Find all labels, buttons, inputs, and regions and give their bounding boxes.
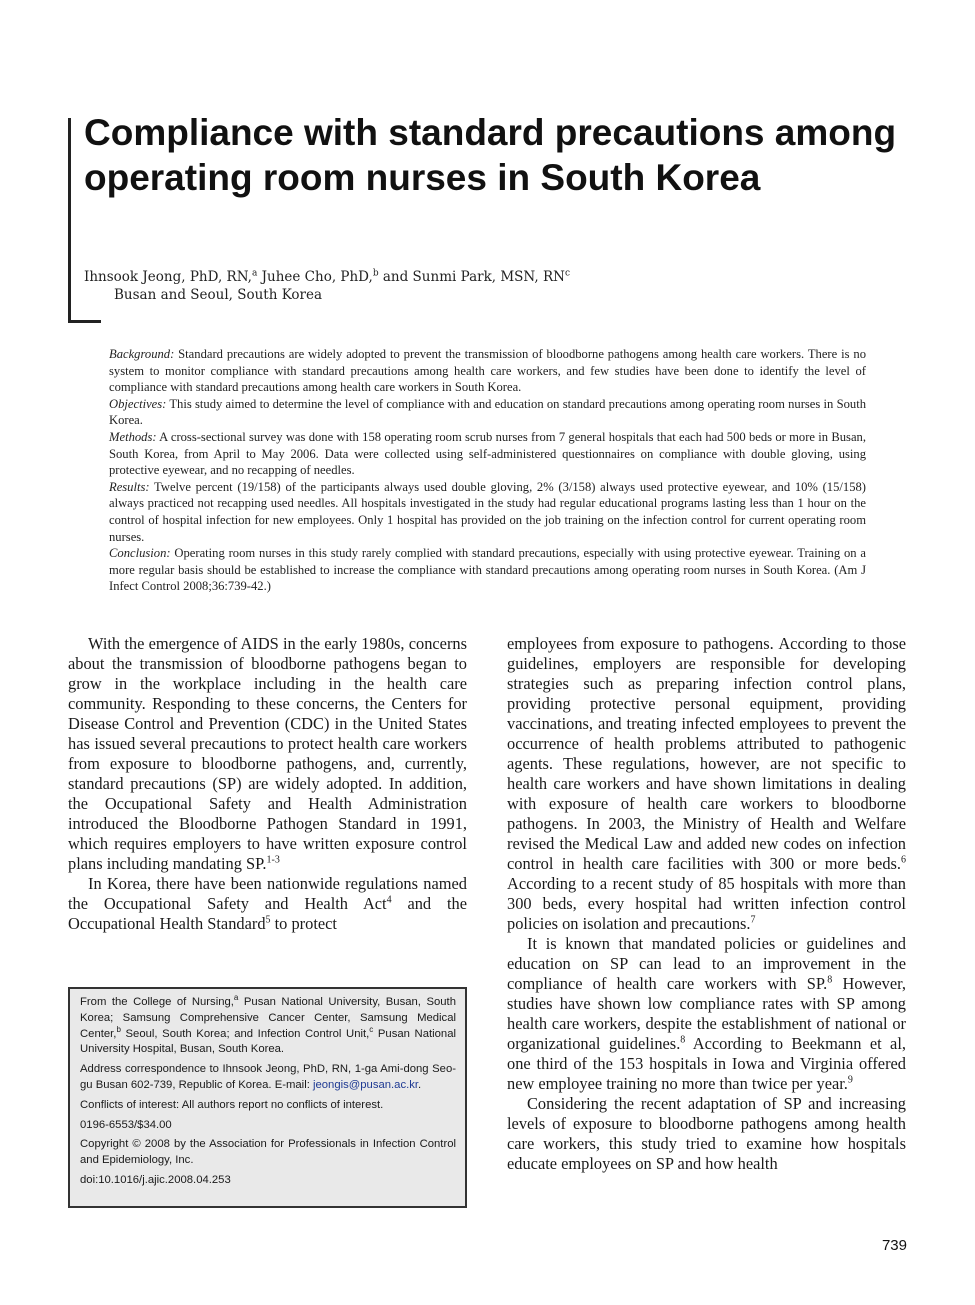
paragraph-text: It is known that mandated policies or guidelines and education on SP can lead to an improvement in the compliance of health care workers with SP. [507, 934, 906, 993]
reference-link[interactable]: 5 [265, 914, 271, 926]
body-paragraph [507, 634, 906, 934]
reference-link[interactable]: 1-3 [266, 854, 280, 866]
paragraph-text: In Korea, there have been nationwide regulations named the Occupational Safety and Health Act [68, 874, 467, 913]
author-affil-sup: b [372, 268, 379, 279]
email-link[interactable]: jeongis@pusan.ac.kr [312, 1078, 419, 1091]
author-name: Ihnsook Jeong, PhD, RN, [84, 269, 252, 285]
abstract-label: Objectives: [109, 396, 167, 411]
footnote-text: . [418, 1078, 422, 1091]
abstract-label: Methods: [109, 429, 157, 444]
article-footnote-box [68, 987, 467, 1208]
body-paragraph: Considering the recent adaptation of SP and increasing levels of exposure to bloodborne pathogens among health care workers, this study tried to examine how hospitals educate employees on SP and how health [507, 1094, 906, 1173]
body-column-right [507, 634, 906, 1174]
footnote-address [80, 1062, 456, 1094]
body-column-left [68, 634, 467, 934]
reference-link[interactable]: 7 [750, 914, 756, 926]
abstract-text: This study aimed to determine the level of compliance with and education on standard precautions among operating room nurses in South Korea. [109, 396, 866, 428]
reference-link[interactable]: 6 [901, 854, 906, 866]
footnote-doi[interactable]: doi:10.1016/j.ajic.2008.04.253 [80, 1173, 231, 1186]
body-paragraph [68, 634, 467, 874]
author-affil-sup: c [564, 268, 570, 279]
paragraph-text: and the Occupational Health Standard [68, 894, 467, 933]
footnote-text: From the College of Nursing, [80, 996, 234, 1008]
footnote-price: 0196-6553/$34.00 [80, 1118, 172, 1131]
abstract-objectives [109, 396, 866, 429]
abstract-label: Background: [109, 347, 175, 361]
reference-link[interactable]: 8 [680, 1034, 686, 1046]
author-name: Juhee Cho, PhD, [257, 269, 373, 285]
reference-link[interactable]: 9 [847, 1074, 853, 1086]
body-paragraph [68, 874, 467, 934]
paragraph-text: According to Beekmann et al, one third of the 153 hospitals in Iowa and Virginia offered new employee training no more than twice per year. [507, 1034, 906, 1093]
footnote-text: Pusan National University, Busan, South Korea; Samsung Comprehensive Cancer Center, Samsung Medical Center, [80, 996, 456, 1040]
abstract-text: A cross-sectional survey was done with 158 operating room scrub nurses from 7 general hospitals that each had 500 beds or more in Busan, South Korea, from April to May 2006. Data were collected using self-administered questionnaires on compliance with double gloving, using protective eyewear, and no recapping of needles. [109, 429, 866, 478]
abstract-label: Results: [109, 479, 150, 494]
abstract-results [109, 479, 866, 545]
reference-link[interactable]: 8 [827, 974, 833, 986]
abstract-background [109, 346, 866, 396]
footnote-text: Address correspondence to Ihnsook Jeong, PhD, RN, 1-ga Ami-dong Seo-gu Busan 602-739, Republic of Korea. E-mail: [80, 1063, 456, 1091]
affil-sup: a [233, 993, 239, 1003]
paragraph-text: to protect [270, 914, 337, 933]
abstract-text: Standard precautions are widely adopted to prevent the transmission of bloodborne pathogens among health care workers. There is no system to monitor compliance with standard precautions among health care workers, and few studies have been done to identify the level of compliance with standard precautions among health care workers in South Korea. [109, 347, 866, 395]
abstract-methods [109, 429, 866, 479]
abstract-text: Operating room nurses in this study rarely complied with standard precautions, especially with using protective eyewear. Training on a more regular basis should be established to increase the compliance with standard precautions among operating room nurses in South Korea. (Am J Infect Control 2008;36:739-42.) [109, 546, 866, 594]
footnote-conflicts: Conflicts of interest: All authors report no conflicts of interest. [80, 1098, 384, 1111]
footnote-affiliations [80, 995, 456, 1058]
affil-sup: b [116, 1024, 121, 1034]
page-number: 739 [881, 1237, 907, 1254]
article-title: Compliance with standard precautions among operating room nurses in South Korea [84, 112, 897, 198]
author-line [84, 268, 884, 286]
body-paragraph [507, 934, 906, 1094]
author-name: and Sunmi Park, MSN, RN [378, 269, 565, 285]
paragraph-text: However, studies have shown low compliance rates with SP among health care workers, despite the establishment of national or organizational guidelines. [507, 974, 906, 1053]
footnote-text: Seoul, South Korea; and Infection Control Unit, [120, 1027, 370, 1040]
paragraph-text: employees from exposure to pathogens. According to those guidelines, employers are responsible for developing strategies such as preparing infection control plans, providing protective personal equipment, providing vaccinations, and treating infected employees to prevent the occurrence of health problems attributed to pathogenic agents. These regulations, however, are not specific to health care workers and have shown limitations in dealing with exposure of health care workers to bloodborne pathogens. In 2003, the Ministry of Health and Welfare revised the Medical Law and added new codes on infection control in health care facilities with 300 or more beds. [507, 634, 906, 873]
author-location: Busan and Seoul, South Korea [114, 287, 323, 303]
abstract [109, 346, 866, 595]
affil-sup: c [369, 1024, 374, 1034]
abstract-label: Conclusion: [109, 546, 171, 561]
abstract-conclusion [109, 545, 866, 595]
paragraph-text: According to a recent study of 85 hospitals with more than 300 beds, every hospital had written infection control policies on isolation and precautions. [507, 874, 906, 933]
author-affil-sup: a [251, 268, 258, 279]
paragraph-text: With the emergence of AIDS in the early 1980s, concerns about the transmission of bloodborne pathogens began to grow in the workplace including in the health care community. Responding to these concerns, the Centers for Disease Control and Prevention (CDC) in the United States has issued several precautions to protect health care workers from exposure to bloodborne pathogens, and, currently, standard precautions (SP) are widely adopted. In addition, the Occupational Safety and Health Administration introduced the Bloodborne Pathogen Standard in 1991, which requires employers to have written exposure control plans including mandating SP. [68, 634, 467, 873]
reference-link[interactable]: 4 [386, 894, 392, 906]
footnote-text: Pusan National University Hospital, Busan, South Korea. [80, 1027, 456, 1056]
abstract-text: Twelve percent (19/158) of the participants always used double gloving, 2% (3/158) always used protective eyewear, and 10% (15/158) always practiced not recapping used needles. All hospitals investigated in the study had regular educational programs lasting less than 1 hour on the control of hospital infection for new employees. Only 1 hospital has provided on the job training on the infection control for current operating room nurses. [109, 479, 866, 544]
footnote-copyright: Copyright © 2008 by the Association for Professionals in Infection Control and Epidemiology, Inc. [80, 1138, 456, 1167]
